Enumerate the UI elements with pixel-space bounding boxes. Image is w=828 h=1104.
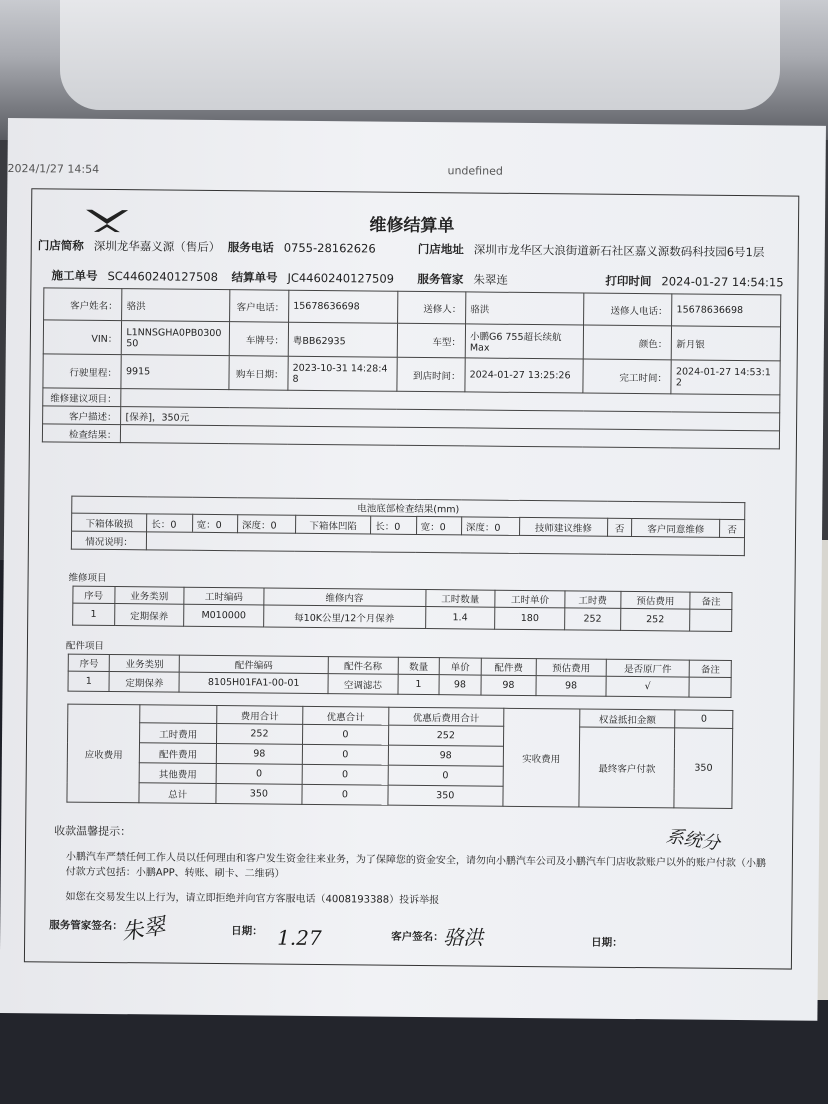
vin: L1NNSGHA0PB030050: [122, 321, 230, 356]
cell-label: 车牌号：: [230, 322, 289, 357]
table-cell: 98: [536, 676, 606, 697]
table-cell: 98: [388, 745, 503, 766]
service-phone: 0755-28162626: [283, 240, 376, 256]
table-header: 工时编码: [184, 587, 263, 605]
cell-label: 技师建议维修: [519, 517, 607, 536]
cell-label: 到店时间：: [396, 357, 465, 392]
cell-label: [237, 515, 295, 534]
parts-table: [67, 654, 731, 698]
table-header: 单价: [439, 658, 481, 675]
cell-label: VIN：: [43, 320, 122, 355]
cell-label: 送修人电话：: [584, 293, 673, 326]
store-address-label: 门店地址: [417, 241, 464, 257]
manager-sign-label: 服务管家签名：: [49, 919, 123, 933]
table-header: 是否原厂件: [606, 659, 690, 677]
model: 小鹏G6 755超长续航Max: [465, 324, 583, 359]
cell-label: 车型：: [397, 323, 466, 358]
table-cell: 1: [68, 671, 110, 691]
table-header: 维修内容: [263, 588, 425, 607]
cell-label: 完工时间：: [583, 359, 672, 394]
table-cell: 252: [388, 725, 503, 746]
corner-signature: 系统分: [664, 825, 722, 855]
print-datetime: 2024/1/27 14:54: [7, 161, 100, 176]
table-header: 工时单价: [495, 590, 565, 608]
table-cell: √: [606, 676, 690, 697]
cell-label: 颜色：: [583, 325, 672, 360]
table-cell: 350: [216, 784, 302, 805]
arrival-time: 2024-01-27 13:25:26: [465, 358, 583, 393]
customer-name: 骆洪: [122, 289, 230, 322]
table-cell: [689, 677, 731, 697]
notice-title: 收款温馨提示：: [54, 824, 132, 839]
settlement-no: JC4460240127509: [287, 270, 395, 286]
store-address-row: [418, 241, 765, 260]
table-cell: 0: [302, 724, 388, 745]
print-source: undefined: [447, 164, 503, 178]
cell-label: 客户描述：: [43, 406, 122, 425]
customer-signature: 骆洪: [443, 925, 484, 950]
fee-corner: [140, 705, 216, 724]
rights-amount: 0: [675, 710, 733, 729]
table-header: 业务类别: [114, 587, 184, 605]
service-phone-row: [228, 239, 376, 256]
cell-label: 检查结果：: [42, 424, 121, 443]
scratch-width: 0: [215, 519, 222, 531]
print-time-label: 打印时间: [605, 273, 652, 289]
color: 新月银: [672, 326, 781, 361]
finish-time: 2024-01-27 14:53:12: [671, 360, 780, 395]
cell-label: 行驶里程：: [43, 354, 122, 389]
date2-label: 日期：: [591, 936, 623, 949]
store-name-label: 门店简称: [37, 238, 84, 253]
dep-label: 深度：: [241, 519, 271, 532]
table-cell: 252: [216, 724, 302, 745]
cell-label: 客户同意维修: [632, 519, 720, 538]
table-header: 工时数量: [425, 590, 495, 608]
cell-label: 购车日期：: [229, 356, 288, 391]
document-title: 维修结算单: [369, 215, 455, 237]
print-time-row: [605, 273, 783, 291]
table-cell: 每10K公里/12个月保养: [263, 605, 425, 629]
work-order-label: 施工单号: [51, 268, 98, 283]
service-phone-label: 服务电话: [227, 240, 274, 255]
table-header: 序号: [73, 586, 115, 603]
table-cell: 工时费用: [140, 723, 216, 744]
table-cell: 98: [216, 744, 302, 765]
table-cell: 其他费用: [140, 763, 216, 784]
table-cell: 定期保养: [109, 672, 179, 693]
table-cell: 0: [388, 765, 503, 786]
background-panel: [60, 0, 780, 110]
tech-advice: 否: [607, 518, 632, 536]
date-label: 日期：: [231, 925, 263, 938]
table-cell: 252: [620, 608, 690, 631]
wid-label: 宽：: [420, 521, 440, 533]
battery-table: [71, 496, 745, 556]
table-cell: 1.4: [425, 607, 495, 630]
final-payment: 350: [674, 728, 732, 809]
table-header: 费用合计: [216, 706, 302, 725]
table-cell: 0: [302, 744, 388, 765]
customer-agree: 否: [720, 519, 745, 537]
manager-row: [417, 271, 508, 288]
table-header: 配件编码: [179, 655, 328, 673]
table-cell: 0: [302, 784, 388, 805]
store-address: 深圳市龙华区大浪街道新石社区嘉义源数码科技园6号1层: [473, 242, 765, 260]
table-cell: 总计: [139, 783, 215, 804]
table-header: 业务类别: [110, 655, 180, 673]
xpeng-logo-icon: [84, 208, 130, 234]
table-cell: 98: [439, 675, 481, 695]
table-header: 预估费用: [620, 591, 690, 609]
battery-title: 电池底部检查结果(mm): [72, 496, 745, 519]
mileage: 9915: [121, 355, 229, 390]
table-header: 配件费: [481, 658, 537, 676]
date-handwritten: 1.27: [277, 925, 322, 951]
table-cell: 252: [565, 608, 621, 631]
table-cell: 0: [302, 764, 388, 785]
work-order-row: [51, 267, 218, 285]
table-cell: 定期保养: [114, 604, 184, 627]
notice-text: 小鹏汽车严禁任何工作人员以任何理由和客户发生资金往来业务，为了保障您的资金安全，请勿向小鹏汽车公司及小鹏汽车门店收款账户以外的账户付款（小鹏付款方式包括：小鹏APP、转账、刷卡、二维码）: [65, 851, 766, 880]
sender-name: 骆洪: [466, 292, 584, 325]
manager-signature: 朱翠: [119, 913, 168, 946]
parts-section-title: 配件项目: [65, 640, 105, 652]
customer-phone: 15678636698: [289, 290, 398, 323]
manager-label: 服务管家: [417, 271, 464, 287]
customer-sign-label: 客户签名：: [391, 930, 444, 944]
table-header: 序号: [68, 654, 110, 671]
table-cell: 配件费用: [140, 743, 216, 764]
cell-label: [192, 514, 238, 532]
cell-label: 实收费用: [503, 708, 580, 807]
manager: 朱翠连: [473, 272, 509, 287]
cell-label: 下箱体凹陷: [295, 515, 370, 534]
repair-section-title: 维修项目: [68, 572, 107, 584]
table-cell: 0: [216, 764, 302, 785]
table-header: 备注: [690, 592, 732, 609]
table-cell: 1: [73, 603, 115, 625]
cell-label: 权益抵扣金额: [580, 709, 676, 728]
customer-table: [42, 287, 781, 449]
cell-label: 客户姓名：: [44, 288, 123, 321]
store-name-row: [38, 237, 221, 255]
table-cell: 8105H01FA1-00-01: [179, 672, 328, 693]
table-header: 优惠合计: [303, 706, 389, 725]
cell-label: [371, 516, 417, 534]
sender-phone: 15678636698: [672, 294, 781, 327]
store-name: 深圳龙华嘉义源（售后）: [93, 238, 221, 255]
dent-length: 0: [394, 521, 401, 533]
table-cell: 180: [495, 607, 565, 630]
document-frame: [24, 188, 799, 969]
plate: 粤BB62935: [288, 322, 397, 357]
print-time: 2024-01-27 14:54:15: [661, 274, 784, 290]
table-cell: 空调滤芯: [328, 674, 398, 695]
scratch-length: 0: [170, 519, 177, 531]
cell-label: 送修人：: [397, 291, 466, 324]
table-header: 备注: [690, 660, 732, 677]
table-header: 预估费用: [536, 659, 606, 677]
receipt-paper: [0, 118, 826, 1021]
cell-label: 情况说明：: [71, 531, 146, 550]
wid-label: 宽：: [196, 519, 216, 531]
dep-label: 深度：: [465, 521, 495, 534]
settlement-label: 结算单号: [231, 270, 278, 285]
cell-label: 客户电话：: [230, 290, 289, 323]
notice-report: 如您在交易发生以上行为，请立即拒绝并向官方客服电话（4008193388）投诉举报: [65, 891, 440, 907]
table-cell: 1: [398, 674, 440, 694]
table-header: 配件名称: [328, 657, 398, 675]
table-header: 工时费: [565, 591, 621, 609]
table-cell: 350: [388, 785, 503, 806]
table-cell: M010000: [184, 604, 264, 627]
dent-depth: 0: [494, 522, 501, 534]
table-cell: 98: [481, 675, 537, 696]
scratch-depth: 0: [270, 520, 277, 532]
cell-label: 应收费用: [67, 704, 140, 803]
purchase-date: 2023-10-31 14:28:48: [288, 356, 397, 391]
fee-table: [66, 704, 733, 809]
dent-width: 0: [439, 521, 446, 533]
work-order: SC4460240127508: [107, 268, 219, 285]
customer-description: [保养]，350元: [121, 407, 780, 431]
cell-label: [416, 516, 462, 534]
len-label: 长：: [375, 521, 395, 533]
cell-label: [461, 517, 519, 536]
cell-label: 维修建议项目：: [43, 388, 122, 407]
table-header: 数量: [398, 657, 440, 674]
settlement-row: [231, 269, 394, 287]
cell-label: 最终客户付款: [579, 727, 675, 808]
cell-label: 下箱体破损: [72, 513, 147, 532]
table-header: 优惠后费用合计: [389, 707, 504, 726]
repair-table: [72, 586, 732, 632]
cell-label: [147, 514, 193, 532]
table-cell: [690, 609, 732, 631]
len-label: 长：: [151, 518, 171, 531]
